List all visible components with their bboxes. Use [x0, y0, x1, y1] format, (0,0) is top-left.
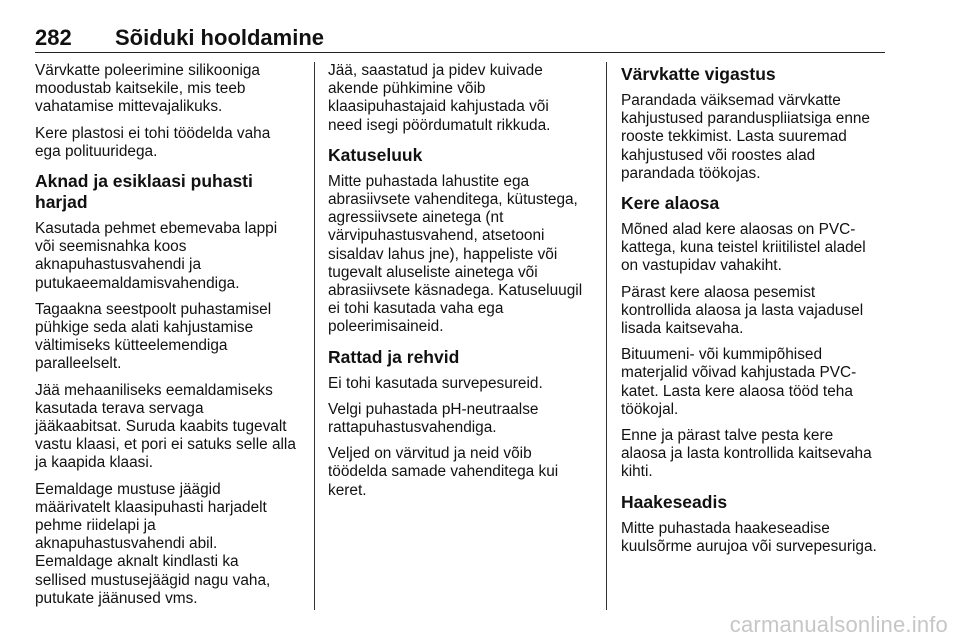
text-line: töökojal.: [621, 400, 679, 418]
page-header: [35, 22, 885, 53]
text-line: kasutada terava servaga: [35, 399, 204, 417]
text-line: tugevalt aluseliste ainetega või: [328, 263, 538, 281]
section-heading-underbody: Kere alaosa: [621, 193, 720, 214]
text-line: vahatamise mittevajalikuks.: [35, 98, 223, 116]
page-number: 282: [35, 25, 72, 50]
text-line: paralleelselt.: [35, 355, 122, 373]
text-line: lisada kaitsevaha.: [621, 320, 744, 338]
text-line: alaosa ja lasta kontrollida kaitsevaha: [621, 445, 872, 463]
paragraph: [621, 427, 887, 482]
paragraph: [328, 173, 596, 337]
text-line: moodustab kaitsekile, mis teeb: [35, 80, 246, 98]
text-line: on vastupidav vahakiht.: [621, 257, 782, 275]
chapter-title: Sõiduki hooldamine: [115, 25, 325, 50]
paragraph: [621, 92, 887, 183]
text-column-3: [621, 62, 887, 564]
text-line: materjalid võivad kahjustada PVC-: [621, 364, 857, 382]
text-line: Värvkatte poleerimine silikooniga: [35, 62, 260, 79]
text-line: klaasipuhastajaid kahjustada või: [328, 98, 549, 116]
text-line: Eemaldage mustuse jäägid: [35, 480, 221, 498]
text-line: Jää mehaaniliseks eemaldamiseks: [35, 381, 273, 399]
text-line: akende pühkimine võib: [328, 80, 486, 98]
text-line: aknapuhastusvahendi abil.: [35, 535, 218, 553]
paragraph: [328, 445, 596, 500]
text-line: Mitte puhastada lahustite ega: [328, 172, 530, 190]
text-line: keret.: [328, 481, 367, 499]
text-line: parandada töökojas.: [621, 164, 761, 182]
paragraph: [35, 220, 303, 293]
text-line: Mitte puhastada haakeseadise: [621, 519, 830, 537]
paragraph: [35, 125, 303, 161]
section-heading-paint-damage: Värvkatte vigastus: [621, 64, 776, 84]
text-line: Kasutada pehmet ebemevaba lappi: [35, 220, 278, 238]
text-line: Velgi puhastada pH-neutraalse: [328, 400, 539, 418]
text-line: Ei tohi kasutada survepesureid.: [328, 374, 543, 392]
text-line: abrasiivsete vahenditega, kütustega,: [328, 191, 578, 209]
paragraph: [621, 346, 887, 419]
paragraph: [621, 221, 887, 276]
watermark-text: carmanualsonline.info: [729, 612, 948, 637]
section-heading-sunroof: Katuseluuk: [328, 144, 423, 165]
paragraph: [621, 284, 887, 339]
paragraph: [328, 401, 596, 437]
text-line: need isegi pöördumatult rikkuda.: [328, 116, 551, 134]
text-line: vastu klaasi, et pori ei satuks selle alla: [35, 436, 296, 454]
text-line: jääkaabitsat. Suruda kaabits tugevalt: [35, 418, 287, 436]
text-line: ja kaapida klaasi.: [35, 454, 154, 472]
text-line: kihti.: [621, 463, 653, 481]
text-line: Veljed on värvitud ja neid võib: [328, 445, 532, 463]
text-line: pühkige seda alati kahjustamise: [35, 319, 254, 337]
column-divider: [606, 62, 607, 610]
section-heading-towbar: Haakeseadis: [621, 491, 728, 512]
text-line: rattapuhastusvahendiga.: [328, 419, 497, 437]
text-line: värvipuhastusvahend, atsetooni: [328, 227, 545, 245]
text-line: sisaldav lahus jne), happeliste või: [328, 245, 558, 263]
paragraph: [621, 520, 887, 556]
text-line: Tagaakna seestpoolt puhastamisel: [35, 300, 272, 318]
text-line: Bituumeni- või kummipõhised: [621, 346, 823, 364]
text-column-1: [35, 62, 303, 616]
text-line: ega polituuridega.: [35, 142, 158, 160]
paragraph: [328, 375, 596, 393]
text-line: Mõned alad kere alaosas on PVC-: [621, 221, 856, 239]
text-line: määrivatelt klaasipuhasti harjadelt: [35, 498, 267, 516]
text-line: kahjustused paranduspliiatsiga enne: [621, 110, 870, 128]
text-line: rooste tekkimist. Lasta suuremad: [621, 128, 847, 146]
text-line: kattega, kuna teistel kriitilistel aladel: [621, 239, 866, 257]
paragraph: [328, 62, 596, 135]
text-line: putukate jäänused vms.: [35, 589, 198, 607]
text-line: ei tohi kasutada vaha ega: [328, 300, 504, 318]
text-line: Enne ja pärast talve pesta kere: [621, 427, 834, 445]
text-line: Parandada väiksemad värvkatte: [621, 92, 841, 109]
section-heading-windows: Aknad ja esiklaasi puhasti harjad: [35, 171, 253, 213]
text-line: Kere plastosi ei tohi töödelda vaha: [35, 124, 271, 142]
section-heading-wheels: Rattad ja rehvid: [328, 346, 460, 367]
text-line: või seemisnahka koos: [35, 238, 187, 256]
text-line: katet. Lasta kere alaosa tööd teha: [621, 382, 853, 400]
paragraph: [35, 62, 303, 117]
text-line: kahjustused või roostes alad: [621, 146, 816, 164]
text-line: pehme riidelapi ja: [35, 517, 156, 535]
text-line: Jää, saastatud ja pidev kuivade: [328, 62, 543, 79]
text-line: aknapuhastusvahendi ja: [35, 256, 202, 274]
text-line: töödelda samade vahenditega kui: [328, 463, 559, 481]
paragraph: [35, 481, 303, 608]
paragraph: [35, 382, 303, 473]
text-line: Pärast kere alaosa pesemist: [621, 283, 816, 301]
text-line: poleerimisaineid.: [328, 318, 444, 336]
text-line: sellised mustusejäägid nagu vaha,: [35, 571, 271, 589]
text-line: abrasiivsete käsnadega. Katuseluugil: [328, 282, 583, 300]
column-divider: [314, 62, 315, 610]
paragraph: [35, 301, 303, 374]
text-line: kuulsõrme aurujoa või survepesuriga.: [621, 537, 877, 555]
text-line: agressiivsete ainetega (nt: [328, 209, 504, 227]
text-line: putukaeemaldamisvahendiga.: [35, 274, 240, 292]
text-line: Eemaldage aknalt kindlasti ka: [35, 553, 239, 571]
text-line: vältimiseks kütteelemendiga: [35, 337, 228, 355]
text-line: kontrollida alaosa ja lasta vajadusel: [621, 301, 864, 319]
text-column-2: [328, 62, 596, 508]
